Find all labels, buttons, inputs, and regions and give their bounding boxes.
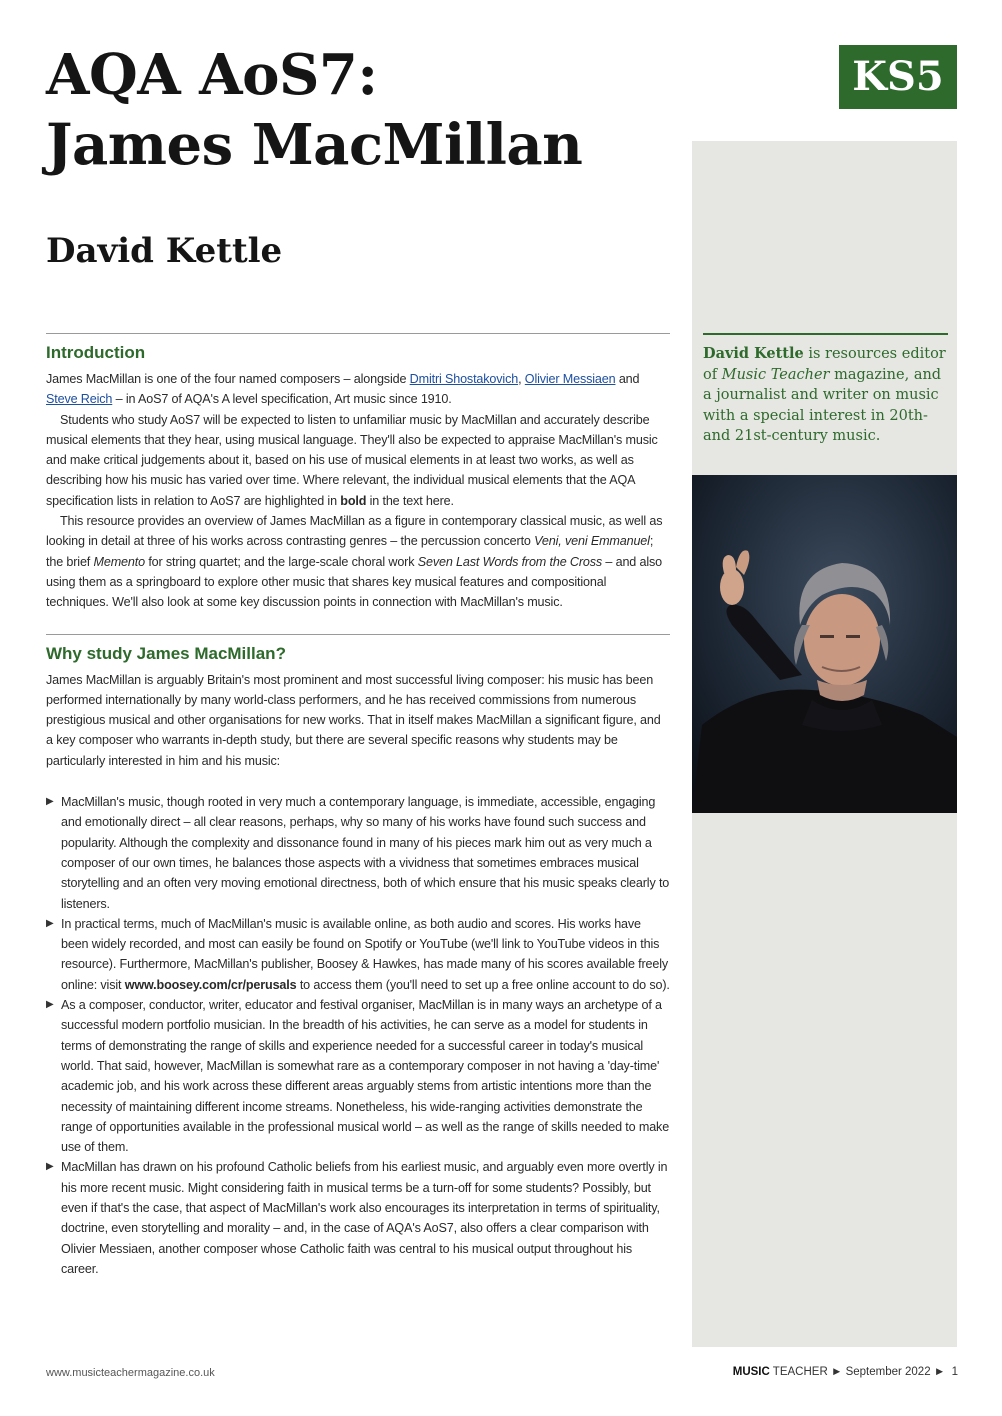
- bio-name: David Kettle: [703, 345, 804, 362]
- section-divider: [46, 634, 670, 635]
- why-section: [46, 634, 670, 1280]
- why-heading: Why study James MacMillan?: [46, 643, 286, 663]
- bullet-text: to access them (you'll need to set up a free online account to do so).: [296, 977, 670, 992]
- intro-paragraph: [46, 410, 670, 511]
- footer-brand-bold: MUSIC: [732, 1366, 770, 1378]
- intro-paragraph: [46, 369, 670, 410]
- link-shostakovich[interactable]: Dmitri Shostakovich: [409, 372, 519, 386]
- intro-paragraph: [46, 511, 670, 612]
- footer-arrow-icon: ►: [830, 1366, 843, 1378]
- bio-magazine: Music Teacher: [721, 366, 830, 383]
- intro-text-4: – in AoS7 of AQA's A level specification, Art music since 1910.: [112, 392, 452, 407]
- title-line-2: James MacMillan: [46, 112, 583, 178]
- work-title: Seven Last Words from the Cross: [417, 554, 603, 569]
- bullet-text: MacMillan has drawn on his profound Catholic beliefs from his earliest music, and arguably even more overtly in his more recent music. Might considering faith in musical terms be a turn-off for some students? Possibly, but even if that's the case, that aspect of MacMillan's work also encourages its interpretation in terms of spirituality, doctrine, even storytelling and morality – and, in the case of AQA's AoS7, also offers a clear comparison with Olivier Messiaen, another composer whose Catholic faith was central to his musical output throughout his career.: [61, 1160, 668, 1276]
- author-name: David Kettle: [46, 231, 283, 271]
- link-reich[interactable]: Steve Reich: [46, 392, 113, 407]
- bullet-arrow-icon: ▶: [46, 796, 54, 808]
- bold-word: bold: [340, 493, 367, 508]
- composer-photo: [692, 475, 957, 813]
- intro-text-7: This resource provides an overview of James MacMillan as a figure in contemporary classical music, as well as looking in detail at three of his works across contrasting genres – the percussion concerto: [46, 514, 663, 549]
- list-item: [46, 1157, 670, 1279]
- title-line-1: AQA AoS7:: [46, 42, 378, 108]
- intro-text-2: ,: [518, 372, 525, 386]
- intro-text-10: – and also using them as a springboard to explore other music that shares key musical features and compositional techniques. We'll also look at some key discussion points in connection with MacMillan's music.: [46, 554, 663, 610]
- perusals-url[interactable]: www.boosey.com/cr/perusals: [124, 977, 297, 992]
- footer-issue-info: [733, 1366, 958, 1378]
- bio-text-1: is resources editor of: [703, 346, 946, 383]
- bullet-arrow-icon: ▶: [46, 1161, 54, 1173]
- intro-text-5: Students who study AoS7 will be expected to listen to unfamiliar music by MacMillan and accurately describe musical elements that they hear, using musical language. They'll also be expected to appraise MacMillan's music and make critical judgements about it, based on his use of musical elements in at least two works, as well as describing how his music has varied over time. Where relevant, the individual musical elements that the AQA specification lists in relation to AoS7 are highlighted in: [46, 412, 658, 508]
- intro-text-9: for string quartet; and the large-scale choral work: [144, 554, 418, 569]
- link-messiaen[interactable]: Olivier Messiaen: [524, 372, 616, 386]
- work-title: Veni, veni Emmanuel: [534, 534, 650, 549]
- section-divider: [46, 333, 670, 334]
- bullet-arrow-icon: ▶: [46, 999, 54, 1011]
- footer-brand-rest: TEACHER: [769, 1366, 828, 1378]
- why-body: [46, 670, 670, 771]
- why-paragraph: James MacMillan is arguably Britain's most prominent and most successful living composer: his music has been performed internationally by many world-class performers, and he has received commissions from numerous prestigious musical and other organisations for new works. That in itself makes MacMillan a significant figure, and a key composer who warrants in-depth study, but there are several specific reasons why students may be particularly interested in him and his music:: [46, 672, 661, 768]
- bullet-text: In practical terms, much of MacMillan's music is available online, as both audio and scores. His works have been widely recorded, and most can easily be found on Spotify or YouTube (we'll link to YouTube videos in this resource). Furthermore, MacMillan's publisher, Boosey & Hawkes, has made many of his scores available freely online: visit: [61, 916, 669, 992]
- intro-body: [46, 369, 670, 613]
- intro-text-3: and: [615, 372, 640, 386]
- intro-text-6: in the text here.: [366, 493, 454, 508]
- footer-website[interactable]: www.musicteachermagazine.co.uk: [46, 1367, 215, 1379]
- key-stage-badge: KS5: [839, 45, 957, 109]
- page-number: 1: [951, 1366, 958, 1378]
- author-bio: [703, 344, 953, 447]
- list-item: [46, 792, 670, 914]
- bullet-text: As a composer, conductor, writer, educator and festival organiser, MacMillan is in many ways an archetype of a successful modern portfolio musician. In the breadth of his activities, he can serve as a model for students in terms of demonstrating the range of skills and experience needed for a successful career in today's musical world. That said, however, MacMillan is somewhat rare as a contemporary composer in not having a 'day-time' academic job, and his work across these different areas arguably stems from artistic intentions more than the necessity of maintaining different income streams. Nonetheless, his wide-ranging activities demonstrate the range of opportunities available in the professional musical world – as well as the range of skills needed to make use of them.: [61, 998, 670, 1155]
- footer-arrow-icon: ►: [933, 1366, 946, 1378]
- bullet-text: MacMillan's music, though rooted in very much a contemporary language, is immediate, accessible, engaging and emotionally direct – all clear reasons, perhaps, why so many of his works have found such success and popularity. Although the complexity and dissonance found in many of his pieces mark him out as very much a composer of our own times, he balances those aspects with a vividness that sometimes embraces musical storytelling and an often very moving emotional directness, both of which ensure that his music speaks clearly to listeners.: [61, 795, 670, 911]
- intro-text-1: James MacMillan is one of the four named composers – alongside: [46, 372, 410, 386]
- main-column: [46, 333, 670, 1279]
- work-title: Memento: [93, 554, 145, 569]
- list-item: [46, 995, 670, 1157]
- footer-issue: September 2022: [845, 1366, 931, 1378]
- bio-text-2: magazine, and a journalist and writer on music with a special interest in 20th- and 21st-century music.: [703, 366, 942, 444]
- intro-text-8: ; the brief: [46, 534, 654, 569]
- sidebar-divider: [703, 333, 948, 335]
- reasons-list: [46, 792, 670, 1279]
- list-item: [46, 914, 670, 995]
- page-title: [46, 40, 582, 180]
- intro-heading: Introduction: [46, 343, 146, 362]
- bullet-arrow-icon: ▶: [46, 917, 54, 929]
